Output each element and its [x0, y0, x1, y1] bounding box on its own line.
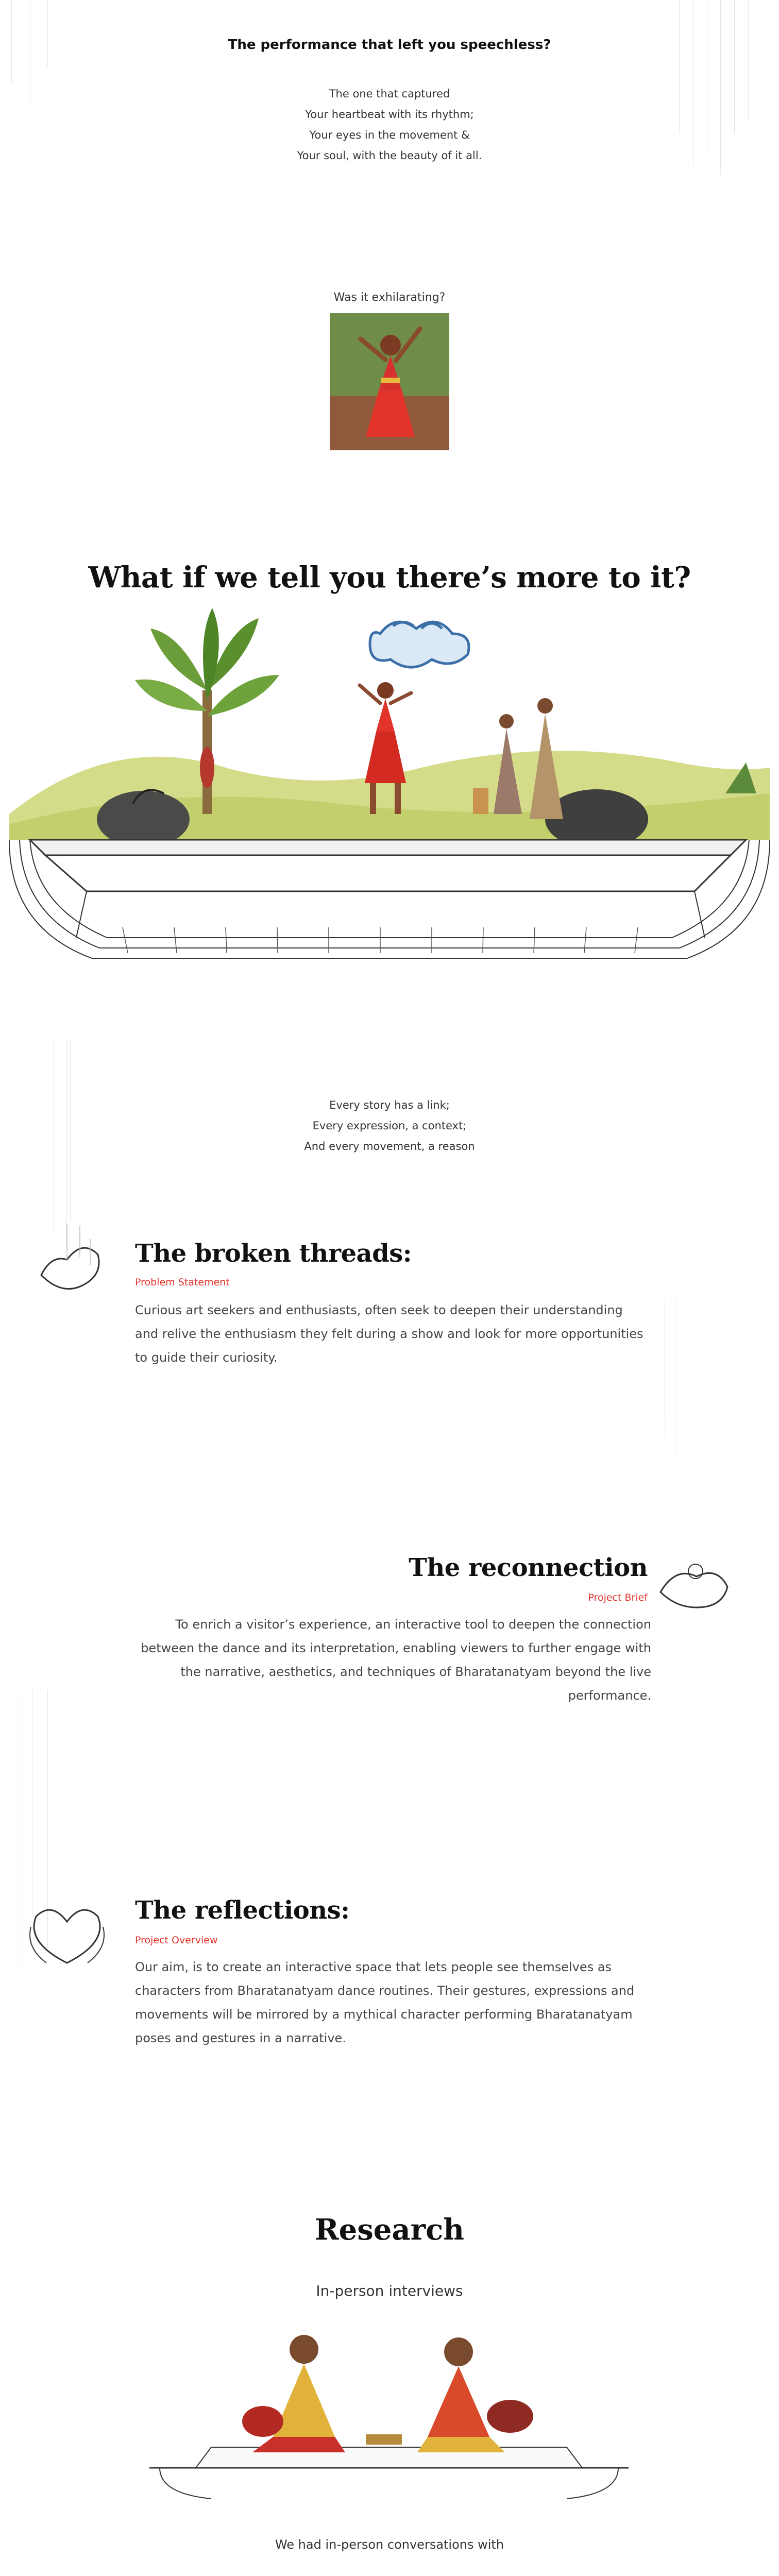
heart-hands-illustration	[21, 1896, 113, 1978]
thread-hand-illustration	[31, 1213, 108, 1316]
intro-big-title: What if we tell you there’s more to it?	[88, 561, 691, 595]
intro-poem	[0, 83, 779, 166]
research-intro: We had in-person conversations with	[275, 2537, 504, 2552]
story-line: Every story has a link;	[329, 1099, 450, 1111]
broken-threads-tag: Problem Statement	[135, 1277, 230, 1288]
cloud-icon	[370, 622, 469, 667]
hand-holding-illustration	[650, 1535, 738, 1628]
broken-threads-text: Curious art seekers and enthusiasts, often seek to deepen their understanding and relive the enthusiasm they felt during a show and look for more opportunities to guide their curiosity.	[135, 1303, 643, 1365]
intro-line: Your heartbeat with its rhythm;	[305, 108, 474, 121]
story-line: Every expression, a context;	[312, 1120, 467, 1132]
reflections-tag: Project Overview	[135, 1935, 218, 1946]
intro-heading: The performance that left you speechless?	[228, 37, 551, 53]
reconnection-title: The reconnection	[409, 1553, 648, 1582]
research-subtitle: In-person interviews	[316, 2282, 463, 2299]
intro-line: The one that captured	[329, 88, 450, 100]
research-title: Research	[315, 2213, 464, 2247]
interview-illustration	[149, 2303, 629, 2499]
intro-question: Was it exhilarating?	[333, 291, 446, 304]
reflections-text: Our aim, is to create an interactive space that lets people see themselves as characters from Bharatanatyam dance routines. Their gestures, expressions and movements will be mirrored by a mythical character performing Bharatanatyam poses and gestures in a narrative.	[135, 1960, 635, 2045]
reconnection-tag: Project Brief	[588, 1592, 648, 1603]
dancer-photo	[330, 313, 449, 450]
reconnection-text: To enrich a visitor’s experience, an interactive tool to deepen the connection between the dance and its interpretation, enabling viewers to further engage with the narrative, aesthetics, and techniques of Bharatanatyam beyond the live performance.	[141, 1617, 651, 1703]
story-lines	[0, 1095, 779, 1157]
story-line: And every movement, a reason	[304, 1140, 475, 1153]
intro-line: Your soul, with the beauty of it all.	[297, 149, 482, 162]
stage-illustration	[9, 598, 770, 989]
broken-threads-title: The broken threads:	[135, 1239, 412, 1268]
reflections-title: The reflections:	[135, 1896, 350, 1925]
intro-line: Your eyes in the movement &	[309, 129, 470, 141]
dancer-figure	[330, 313, 449, 450]
